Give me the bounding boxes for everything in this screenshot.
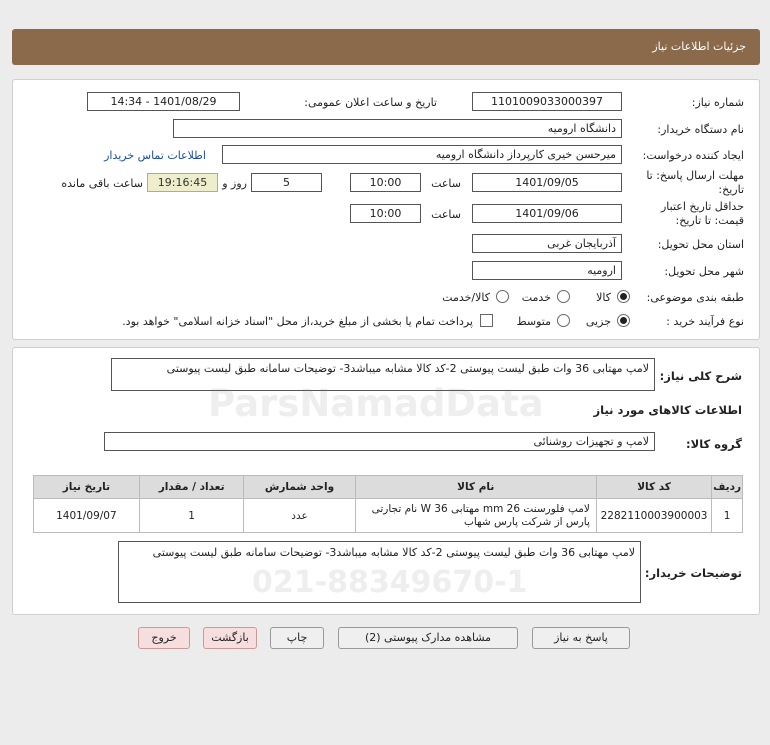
category-service-label: خدمت [521, 291, 551, 304]
days-field: 5 [251, 173, 322, 192]
cell-row: 1 [712, 499, 743, 533]
th-name: نام کالا [355, 476, 596, 499]
page-header [12, 29, 760, 65]
validity-time-field: 10:00 [350, 204, 421, 223]
creator-field: میرحسن خیری کارپرداز دانشگاه ارومیه [222, 145, 622, 164]
category-service-radio[interactable] [557, 290, 570, 303]
process-label: نوع فرآیند خرید : [666, 315, 744, 328]
deadline-label-2: تاریخ: [718, 183, 744, 196]
deadline-label: مهلت ارسال پاسخ: تا [646, 169, 744, 182]
cell-name: لامپ فلورسنت 26 mm مهتابی 36 W نام تجارتی پارس از شرکت پارس شهاب [355, 499, 596, 533]
th-code: کد کالا [596, 476, 711, 499]
print-button[interactable]: چاپ [270, 627, 324, 649]
need-info-panel [12, 79, 760, 340]
table-row [34, 499, 743, 533]
deadline-time-label: ساعت [431, 177, 461, 190]
announce-label: تاریخ و ساعت اعلان عمومی: [304, 96, 437, 109]
need-number-label: شماره نیاز: [691, 96, 744, 109]
cell-code: 2282110003900003 [596, 499, 711, 533]
process-medium-label: متوسط [516, 315, 551, 328]
category-both-label: کالا/خدمت [442, 291, 490, 304]
view-attachments-button[interactable]: مشاهده مدارک پیوستی (2) [338, 627, 518, 649]
process-minor-radio[interactable] [617, 314, 630, 327]
summary-field: لامپ مهتابی 36 وات طبق لیست پیوستی 2-کد کالا مشابه میباشد3- توضیحات سامانه طبق لیست پیوستی [111, 358, 655, 391]
category-goods-radio[interactable] [617, 290, 630, 303]
cell-unit: عدد [244, 499, 355, 533]
reply-button[interactable]: پاسخ به نیاز [532, 627, 630, 649]
deadline-date-field: 1401/09/05 [472, 173, 622, 192]
goods-table [33, 475, 743, 533]
need-number-field: 1101009033000397 [472, 92, 622, 111]
validity-label: حداقل تاریخ اعتبار [660, 200, 744, 213]
cell-date: 1401/09/07 [34, 499, 140, 533]
summary-label: شرح کلی نیاز: [659, 369, 742, 383]
deadline-time-field: 10:00 [350, 173, 421, 192]
goods-group-label: گروه کالا: [686, 437, 742, 451]
need-details-panel [12, 347, 760, 615]
city-label: شهر محل تحویل: [664, 265, 744, 278]
category-both-radio[interactable] [496, 290, 509, 303]
goods-group-field: لامپ و تجهیزات روشنائی [104, 432, 655, 451]
city-field: ارومیه [472, 261, 622, 280]
province-field: آذربایجان غربی [472, 234, 622, 253]
th-qty: تعداد / مقدار [139, 476, 244, 499]
validity-date-field: 1401/09/06 [472, 204, 622, 223]
category-label: طبقه بندی موضوعی: [646, 291, 744, 304]
process-minor-label: جزیی [585, 315, 611, 328]
announce-field: 1401/08/29 - 14:34 [87, 92, 240, 111]
category-goods-label: کالا [596, 291, 611, 304]
treasury-checkbox[interactable] [480, 314, 493, 327]
payment-note: پرداخت تمام یا بخشی از مبلغ خرید،از محل "اسناد خزانه اسلامی" خواهد بود. [122, 315, 473, 328]
days-label: روز و [222, 177, 247, 190]
buyer-org-label: نام دستگاه خریدار: [657, 123, 744, 136]
th-row: ردیف [712, 476, 743, 499]
province-label: استان محل تحویل: [657, 238, 744, 251]
validity-label-2: قیمت: تا تاریخ: [675, 214, 744, 227]
back-button[interactable]: بازگشت [203, 627, 257, 649]
validity-time-label: ساعت [431, 208, 461, 221]
th-date: تاریخ نیاز [34, 476, 140, 499]
remaining-label: ساعت باقی مانده [61, 177, 143, 190]
buyer-org-field: دانشگاه ارومیه [173, 119, 622, 138]
page-title: جزئیات اطلاعات نیاز [652, 40, 746, 53]
creator-label: ایجاد کننده درخواست: [642, 149, 744, 162]
goods-info-title: اطلاعات کالاهای مورد نیاز [593, 403, 742, 417]
cell-qty: 1 [139, 499, 244, 533]
process-medium-radio[interactable] [557, 314, 570, 327]
buyer-contact-link[interactable]: اطلاعات تماس خریدار [104, 149, 206, 162]
th-unit: واحد شمارش [244, 476, 355, 499]
buyer-notes-label: توضیحات خریدار: [644, 566, 742, 580]
exit-button[interactable]: خروج [138, 627, 190, 649]
buyer-notes-field: لامپ مهتابی 36 وات طبق لیست پیوستی 2-کد کالا مشابه میباشد3- توضیحات سامانه طبق لیست پیوستی [118, 541, 641, 603]
remaining-time-field: 19:16:45 [147, 173, 218, 192]
